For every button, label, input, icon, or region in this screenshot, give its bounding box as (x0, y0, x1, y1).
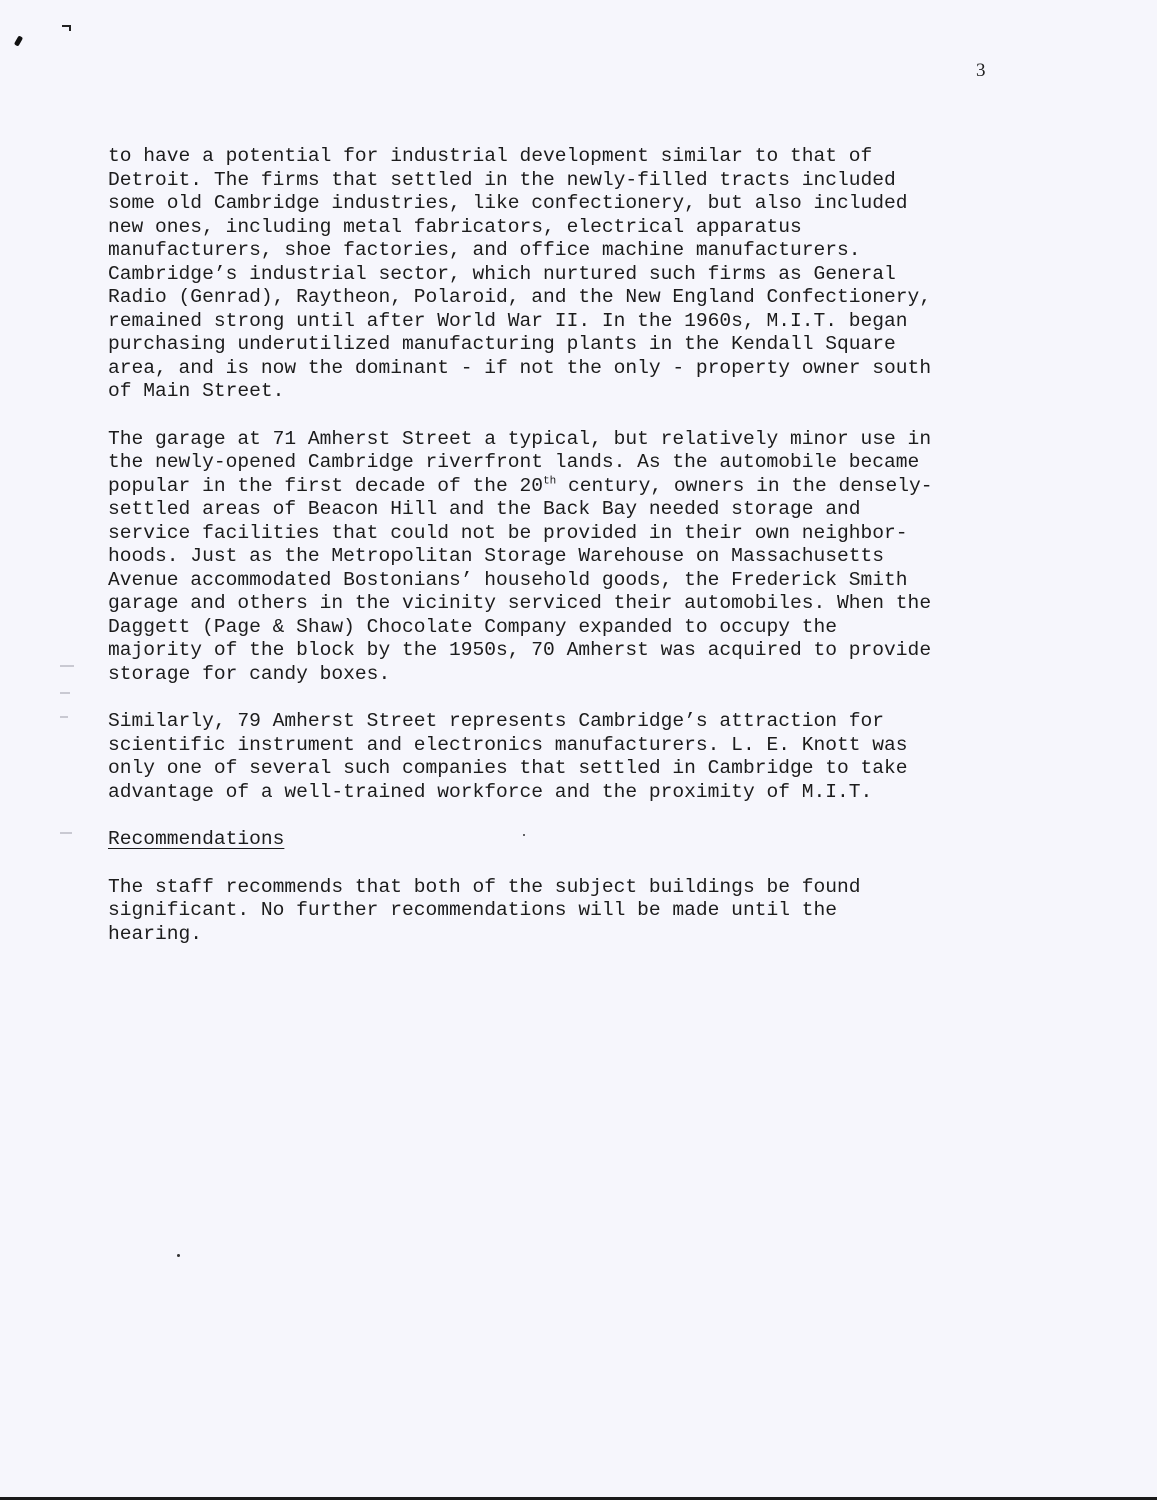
body-text (108, 145, 1008, 970)
scan-artifact (60, 716, 68, 718)
paragraph-garage-part1: The garage at 71 Amherst Street a typical, but relatively minor use in the newly-opened Cambridge riverfront lands. As the automobile became popular in the first decade of the 20 (108, 427, 932, 497)
paragraph-recommendations: The staff recommends that both of the subject buildings be found significant. No further recommendations will be made until the hearing. (108, 875, 861, 945)
scan-artifact (60, 692, 70, 694)
scan-artifact (60, 832, 72, 834)
paragraph-industrial-history: to have a potential for industrial development similar to that of Detroit. The firms that settled in the newly-filled tracts included some old Cambridge industries, like confectionery, but also included new ones, including metal fabricators, electrical apparatus manufacturers, shoe factories, and office machine manufacturers. Cambridge’s industrial sector, which nurtured such firms as General Radio (Genrad), Raytheon, Polaroid, and the New England Confectionery, remained strong until after World War II. In the 1960s, M.I.T. began purchasing underutilized manufacturing plants in the Kendall Square area, and is now the dominant - if not the only - property owner south of Main Street. (108, 145, 932, 402)
page-number: 3 (976, 60, 986, 81)
section-heading-recommendations: Recommendations (108, 828, 285, 850)
paragraph-garage (108, 428, 1008, 687)
scan-artifact (60, 665, 74, 667)
paragraph-amherst-79: Similarly, 79 Amherst Street represents Cambridge’s attraction for scientific instrument and electronics manufacturers. L. E. Knott was only one of several such companies that settled in Cambridge to take advantage of a well-trained workforce and the proximity of M.I.T. (108, 710, 908, 803)
ordinal-suffix: th (543, 474, 557, 487)
scan-mark (62, 25, 71, 31)
paragraph-garage-part2: century, owners in the densely- settled areas of Beacon Hill and the Back Bay needed storage and service facilities that could not be provided in their own neighbor- hoods. Just as the Metropolitan Storage Warehouse on Massachusetts Avenue accommodated Bostonians’ household goods, the Frederick Smith garage and others in the vicinity serviced their automobiles. When the Daggett (Page & Shaw) Chocolate Company expanded to occupy the majority of the block by the 1950s, 70 Amherst was acquired to provide storage for candy boxes. (108, 474, 933, 685)
scan-mark (14, 35, 23, 46)
scan-artifact (177, 1254, 180, 1257)
